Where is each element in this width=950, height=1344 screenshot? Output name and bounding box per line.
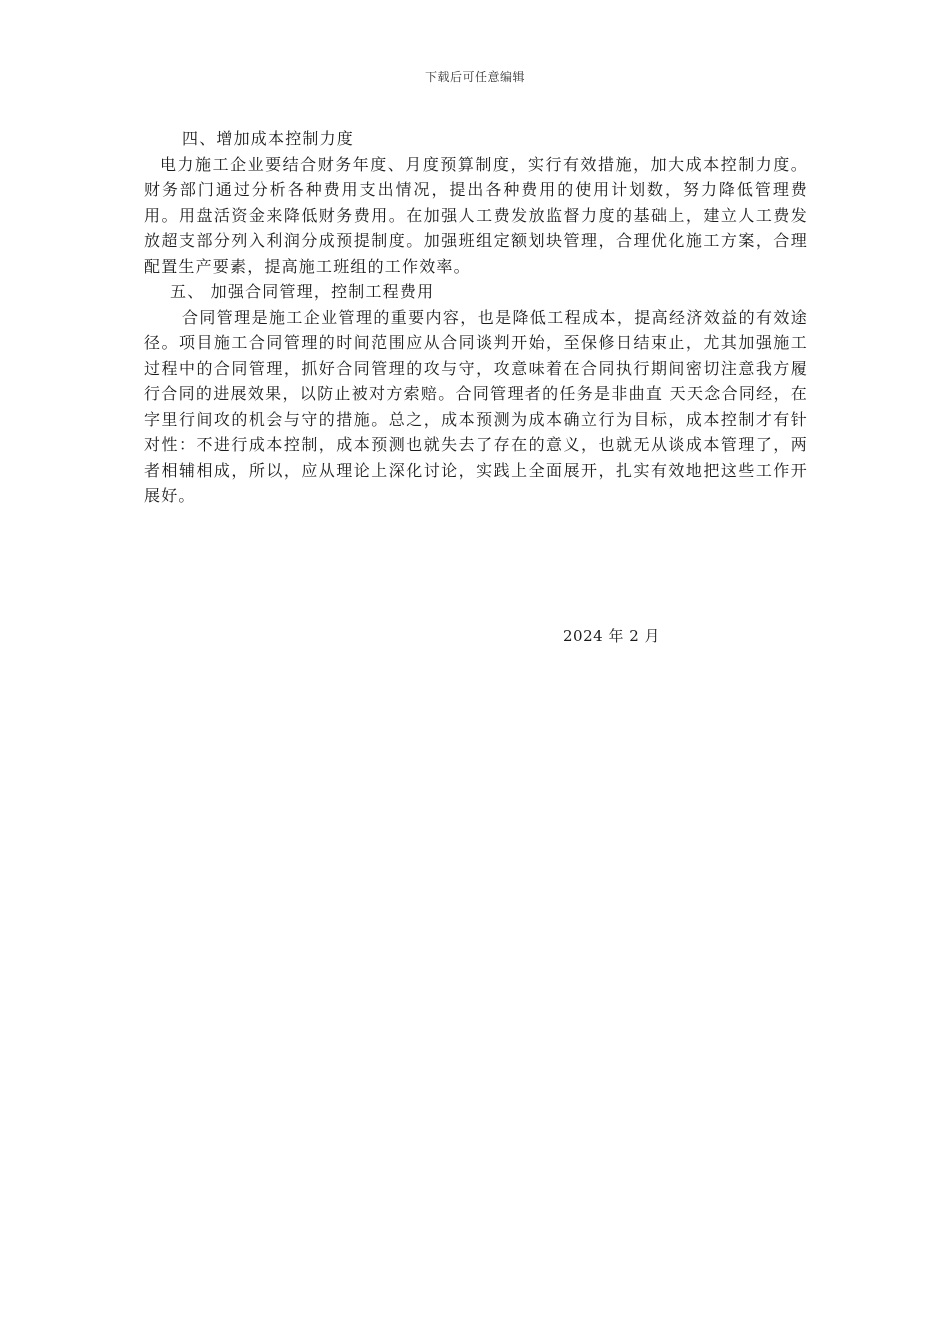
section-paragraph-5: 合同管理是施工企业管理的重要内容，也是降低工程成本，提高经济效益的有效途径。项目施工合同管理的时间范围应从合同谈判开始，至保修日结束止，尤其加强施工过程中的合同管理，抓好合同管理的攻与守，攻意味着在合同执行期间密切注意我方履行合同的进展效果，以防止被对方索赔。合同管理者的任务是非曲直 天天念合同经，在字里行间攻的机会与守的措施。总之，成本预测为成本确立行为目标，成本控制才有针对性：不进行成本控制，成本预测也就失去了存在的意义，也就无从谈成本管理了，两者相辅相成，所以，应从理论上深化讨论，实践上全面展开，扎实有效地把这些工作开展好。 — [144, 307, 808, 505]
header-note: 下载后可任意编辑 — [424, 70, 525, 84]
document-date: 2024 年 2 月 — [563, 627, 661, 645]
section-heading-4: 四、增加成本控制力度 — [182, 129, 355, 148]
document-body — [144, 126, 808, 509]
section-heading-5: 五、 加强合同管理，控制工程费用 — [170, 282, 435, 301]
section-paragraph-4: 电力施工企业要结合财务年度、月度预算制度，实行有效措施，加大成本控制力度。财务部门通过分析各种费用支出情况，提出各种费用的使用计划数，努力降低管理费用。用盘活资金来降低财务费用。在加强人工费发放监督力度的基础上，建立人工费发放超支部分列入利润分成预提制度。加强班组定额划块管理，合理优化施工方案，合理配置生产要素，提高施工班组的工作效率。 — [144, 154, 808, 276]
